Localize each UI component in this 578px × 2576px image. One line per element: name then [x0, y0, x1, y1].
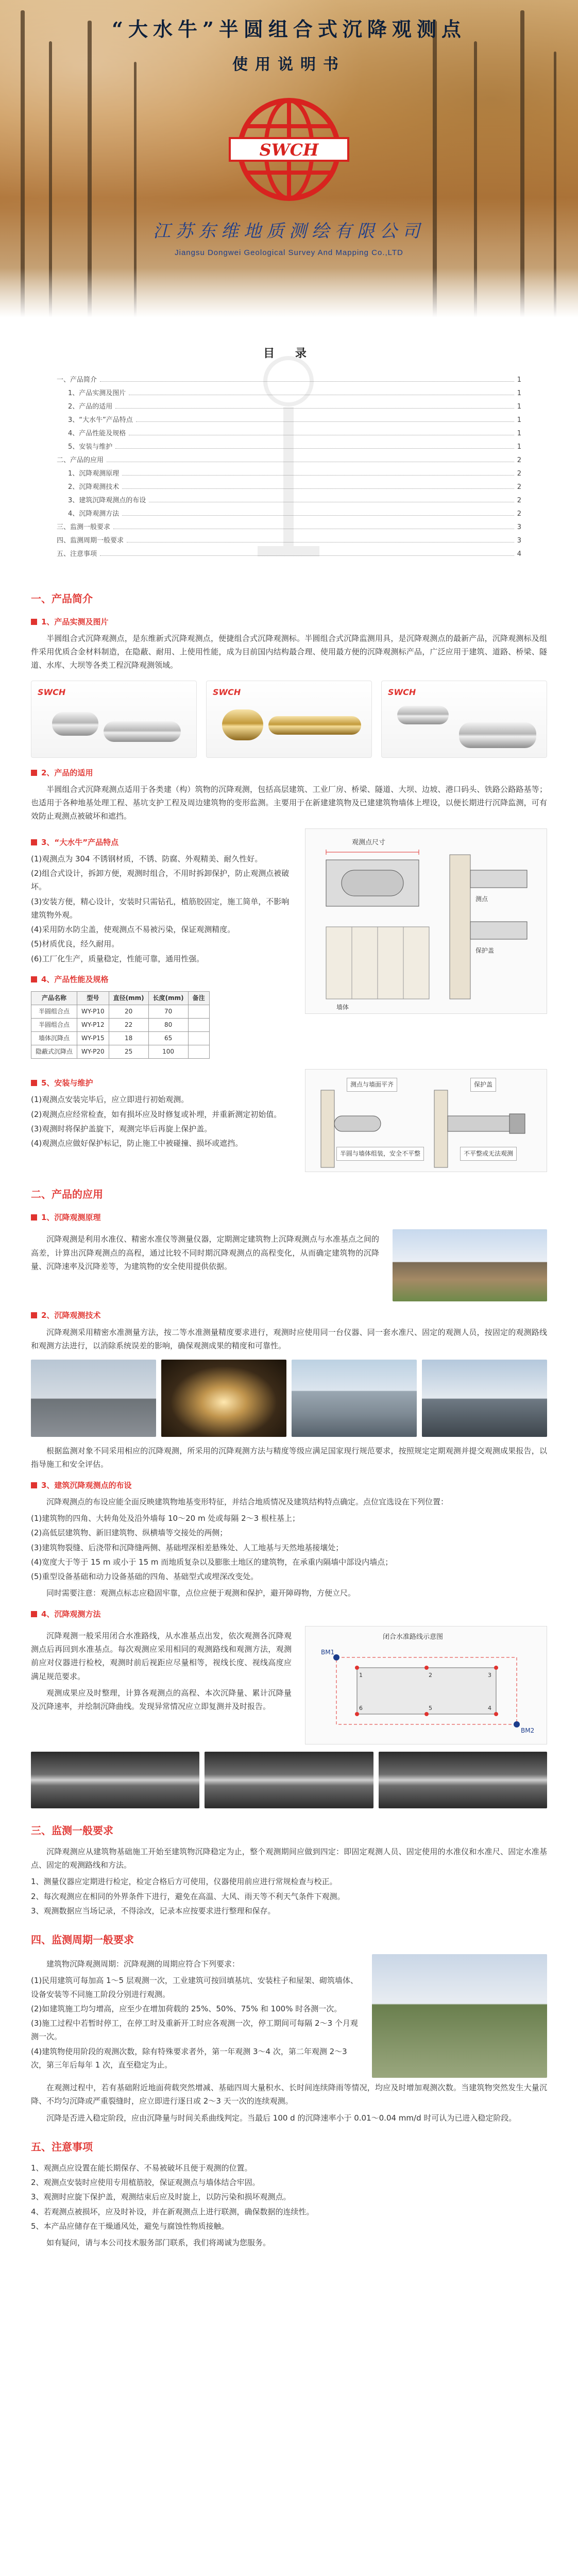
list-item: (2)组合式设计，拆卸方便，观测时组合，不用时拆卸保护，防止观测点被破坏。 — [31, 869, 290, 892]
table-cell: WY-P10 — [77, 1005, 109, 1019]
svg-text:6: 6 — [359, 1704, 363, 1711]
list-item: (3)建筑物裂缝、后浇带和沉降缝两侧、基础埋深相差悬殊处、人工地基与天然地基接壤处； — [31, 1543, 344, 1552]
table-cell: 65 — [148, 1032, 188, 1045]
svg-text:2: 2 — [429, 1671, 432, 1679]
photo-building — [393, 1229, 547, 1301]
paragraph: 沉降观测点的布设应能全面反映建筑物地基变形特征，并结合地质情况及建筑结构特点确定。点位宜选设在下列位置： — [46, 1497, 449, 1506]
bullet-square-icon — [31, 619, 37, 625]
table-row — [31, 1005, 210, 1019]
subsection-1-3: 3、“大水牛”产品特点 — [31, 836, 292, 849]
subsection-2-3: 3、建筑沉降观测点的布设 — [31, 1479, 547, 1492]
table-cell: 22 — [109, 1019, 148, 1032]
list-item: 3、观测数据应当场记录，不得涂改，记录本应按要求进行整理和保存。 — [31, 1906, 276, 1916]
subsection-2-4: 4、沉降观测方法 — [31, 1607, 547, 1621]
subsection-2-2: 2、沉降观测技术 — [31, 1309, 547, 1322]
svg-text:BM1: BM1 — [321, 1648, 335, 1656]
photo-marker-close — [31, 1752, 199, 1808]
list-item: (4)建筑物使用阶段的观测次数，除有特殊要求者外，第一年观测 3～4 次，第二年观测 2～3 次，第三年后每年 1 次，直至稳定为止。 — [31, 2046, 347, 2070]
list-item: 3、观测时应旋下保护盖，观测结束后应及时旋上，以防污染和损坏观测点。 — [31, 2192, 291, 2202]
list-item: (1)观测点安装完毕后，应立即进行初始观测。 — [31, 1095, 189, 1105]
svg-text:测点: 测点 — [475, 895, 488, 903]
list-item: 1、测量仪器应定期进行检定，检定合格后方可使用，仪器使用前应进行常规检查与校正。 — [31, 1877, 337, 1887]
table-cell — [188, 1005, 209, 1019]
photo-tunnel — [161, 1360, 286, 1437]
svg-text:闭合水准路线示意图: 闭合水准路线示意图 — [383, 1633, 444, 1641]
caption: 测点与墙面平齐 — [347, 1078, 397, 1092]
table-cell: 20 — [109, 1005, 148, 1019]
product-image-set: SWCH — [381, 681, 547, 758]
list-item: (1)民用建筑可每加高 1～5 层观测一次，工业建筑可按回填基坑、安装柱子和屋架、砌筑墙体、设备安装等不同施工阶段分别进行观测。 — [31, 1976, 358, 1999]
table-cell: 隐蔽式沉降点 — [31, 1045, 77, 1059]
toc-item[interactable]: 3、“大水牛”产品特点 1 — [68, 416, 521, 424]
route-diagram — [305, 1626, 547, 1744]
paragraph: 根据监测对象不同采用相应的沉降观测，所采用的沉降观测方法与精度等级应满足国家现行规范要求，按照规定定期观测并提交观测成果报告，以指导施工和安全评估。 — [31, 1446, 547, 1469]
list-item: (1)建筑物的四角、大转角处及沿外墙每 10～20 m 处或每隔 2～3 根柱基上； — [31, 1514, 300, 1523]
table-cell: 70 — [148, 1005, 188, 1019]
paragraph: 如有疑问，请与本公司技术服务部门联系，我们将竭诚为您服务。 — [46, 2238, 271, 2247]
features-list — [31, 852, 292, 965]
paragraph: 沉降观测是利用水准仪、精密水准仪等测量仪器，定期测定建筑物上沉降观测点与水准基点之间的高差，计算出沉降观测点的高程，通过比较不同时期沉降观测点的高程变化，从而确定建筑物的沉降量、沉降速率及沉降差等，为建筑物的安全使用提供依据。 — [31, 1234, 379, 1271]
list-item: 5、本产品应储存在干燥通风处，避免与腐蚀性物质接触。 — [31, 2221, 229, 2231]
table-cell: WY-P20 — [77, 1045, 109, 1059]
photo-dam — [292, 1360, 417, 1437]
paragraph: 半圆组合式沉降观测点，是东维新式沉降观测点，便捷组合式沉降观测标。半圆组合式沉降监测用具，是沉降观测点的最新产品，沉降观测标及组件采用优质合金材料制造，在隐蔽、耐用、上使用性能，成为目前国内结构最合理、使用最方便的沉降观测标产品，广泛应用于建筑、道路、桥梁、隧道、水库、大坝等各类工程沉降观测领域。 — [31, 633, 547, 670]
paragraph: 建筑物沉降观测周期：沉降观测的周期应符合下列要求： — [46, 1959, 240, 1969]
paragraph: 沉降观测采用精密水准测量方法，按二等水准测量精度要求进行，观测时应使用同一台仪器、同一套水准尺、固定的观测人员，按固定的观测路线和观测方法进行，以消除系统误差的影响，确保观测成果的精度和可靠性。 — [31, 1327, 547, 1350]
application-photos — [31, 1360, 547, 1437]
product-image-gold: SWCH — [206, 681, 372, 758]
toc-item[interactable]: 1、沉降观测原理 2 — [68, 469, 521, 478]
instrument-photos — [31, 1752, 547, 1808]
requirements-list — [31, 1875, 547, 1918]
photo-marker-side — [205, 1752, 373, 1808]
table-of-contents — [0, 330, 578, 571]
photo-marker-mounted — [379, 1752, 547, 1808]
paragraph: 在观测过程中，若有基础附近地面荷载突然增减、基础四周大量积水、长时间连续降雨等情况，均应及时增加观测次数。当建筑物突然发生大量沉降、不均匀沉降或严重裂缝时，应立即进行逐日或 2～3 天一次的连续观测。 — [31, 2083, 547, 2106]
subsection-1-1: 1、产品实测及图片 — [31, 615, 547, 629]
list-item: 4、若观测点被损坏，应及时补设，并在新观测点上进行联测，确保数据的连续性。 — [31, 2207, 314, 2216]
section-title-2: 二、产品的应用 — [31, 1188, 103, 1200]
subsection-2-1: 1、沉降观测原理 — [31, 1211, 547, 1224]
caption: 保护盖 — [470, 1078, 496, 1092]
svg-text:5: 5 — [429, 1704, 432, 1711]
table-cell — [188, 1032, 209, 1045]
table-cell: 80 — [148, 1019, 188, 1032]
photo-bridge — [31, 1360, 156, 1437]
list-item: 2、观测点安装时应使用专用植筋胶，保证观测点与墙体结合牢固。 — [31, 2178, 260, 2187]
layout-list — [31, 1512, 547, 1583]
dimension-diagram — [305, 828, 547, 1014]
list-item: (4)观测点应做好保护标记，防止施工中被碰撞、损坏或遮挡。 — [31, 1139, 243, 1148]
table-header: 型号 — [77, 992, 109, 1005]
toc-item[interactable]: 一、产品简介 1 — [57, 376, 521, 384]
table-cell: 墙体沉降点 — [31, 1032, 77, 1045]
paragraph: 沉降观测一般采用闭合水准路线，从水准基点出发，依次观测各沉降观测点后再回到水准基点。每次观测应采用相同的观测路线和观测方法，观测前应对仪器进行检校，观测时前后视距应尽量相等，视线长度、视线高度应满足规范要求。 — [31, 1631, 292, 1681]
section-title-4: 四、监测周期一般要求 — [31, 1934, 134, 1946]
spec-table — [31, 991, 210, 1059]
table-cell: 25 — [109, 1045, 148, 1059]
svg-text:1: 1 — [359, 1671, 363, 1679]
caption: 不平整或无法观测 — [460, 1147, 517, 1161]
bullet-square-icon — [31, 1611, 37, 1617]
paragraph: 沉降观测应从建筑物基础施工开始至建筑物沉降稳定为止，整个观测期间应做到四定：即固定观测人员、固定使用的水准仪和水准尺、固定水准基点、固定的观测路线和方法。 — [31, 1846, 547, 1870]
photo-surveyor — [372, 1954, 547, 2078]
paragraph: 同时需要注意：观测点标志应稳固牢靠，点位应便于观测和保护，避开障碍物，方便立尺。 — [46, 1588, 356, 1598]
table-cell: 半圆组合点 — [31, 1019, 77, 1032]
paragraph: 沉降是否进入稳定阶段，应由沉降量与时间关系曲线判定。当最后 100 d 的沉降速率小于 0.01～0.04 mm/d 时可认为已进入稳定阶段。 — [46, 2113, 517, 2123]
toc-item[interactable]: 5、安装与维护 1 — [68, 443, 521, 451]
company-name-cn: 江苏东维地质测绘有限公司 — [153, 221, 425, 242]
toc-item[interactable]: 3、建筑沉降观测点的布设 2 — [68, 496, 521, 504]
maintenance-list — [31, 1093, 292, 1150]
toc-item[interactable]: 4、产品性能及规格 1 — [68, 429, 521, 437]
list-item: (5)材质优良，经久耐用。 — [31, 939, 120, 949]
table-cell: WY-P15 — [77, 1032, 109, 1045]
toc-item[interactable]: 五、注意事项 4 — [57, 550, 521, 558]
svg-text:4: 4 — [488, 1704, 491, 1711]
toc-item[interactable]: 三、监测一般要求 3 — [57, 523, 521, 531]
svg-text:墙体: 墙体 — [336, 1003, 349, 1011]
svg-text:BM2: BM2 — [521, 1726, 535, 1734]
toc-heading: 目 录 — [263, 347, 315, 360]
subsection-1-5: 5、安装与维护 — [31, 1076, 292, 1090]
svg-text:保护盖: 保护盖 — [475, 946, 495, 954]
list-item: 1、观测点应设置在能长期保存、不易被破坏且便于观测的位置。 — [31, 2163, 252, 2173]
toc-item[interactable]: 2、沉降观测技术 2 — [68, 483, 521, 491]
list-item: (3)观测时将保护盖旋下，观测完毕后再旋上保护盖。 — [31, 1124, 212, 1133]
product-images — [31, 681, 547, 758]
list-item: (2)观测点应经常检查，如有损坏应及时修复或补埋，并重新测定初始值。 — [31, 1109, 282, 1119]
bullet-square-icon — [31, 1482, 37, 1488]
subsection-1-2: 2、产品的适用 — [31, 766, 547, 779]
table-header: 长度(mm) — [148, 992, 188, 1005]
install-diagram — [305, 1069, 547, 1172]
caption: 半圆与墙体组装，安全不平整 — [336, 1147, 424, 1161]
company-name-en: Jiangsu Dongwei Geological Survey And Mapping Co.,LTD — [175, 248, 403, 257]
logo-text: SWCH — [259, 140, 319, 160]
toc-item[interactable]: 二、产品的应用 2 — [57, 456, 521, 464]
table-cell: 100 — [148, 1045, 188, 1059]
paragraph: 半圆组合式沉降观测点适用于各类建（构）筑物的沉降观测，包括高层建筑、工业厂房、桥梁、隧道、大坝、边坡、港口码头、铁路公路路基等；也适用于各种地基处理工程、基坑支护工程及周边建筑物的变形监测。主要用于在新建建筑物及已建建筑物墙体上埋设，以便长期进行沉降监测，可有效防止观测点被破坏和遮挡。 — [31, 784, 547, 821]
section-title-1: 一、产品简介 — [31, 592, 93, 605]
watermark-logo — [242, 350, 335, 567]
cover — [0, 0, 578, 330]
cover-title: “大水牛”半圆组合式沉降观测点 — [112, 18, 466, 41]
list-item: (4)宽度大于等于 15 m 或小于 15 m 而地质复杂以及膨胀土地区的建筑物，在承重内隔墙中部设内墙点； — [31, 1557, 393, 1567]
content — [0, 571, 578, 2274]
bullet-square-icon — [31, 839, 37, 845]
toc-item[interactable]: 2、产品的适用 1 — [68, 402, 521, 411]
table-header: 直径(mm) — [109, 992, 148, 1005]
section-title-5: 五、注意事项 — [31, 2140, 93, 2153]
table-row — [31, 1032, 210, 1045]
table-header: 备注 — [188, 992, 209, 1005]
bullet-square-icon — [31, 976, 37, 982]
table-cell — [188, 1019, 209, 1032]
table-cell: WY-P12 — [77, 1019, 109, 1032]
subsection-1-4: 4、产品性能及规格 — [31, 973, 292, 986]
toc-item[interactable]: 4、沉降观测方法 2 — [68, 510, 521, 518]
list-item: (3)安装方便，精心设计，安装时只需钻孔，植筋胶固定，施工简单，不影响建筑物外观。 — [31, 896, 290, 920]
table-cell: 半圆组合点 — [31, 1005, 77, 1019]
table-row — [31, 1019, 210, 1032]
list-item: (5)重型设备基础和动力设备基础的四角、基础型式或埋深改变处。 — [31, 1572, 259, 1581]
bullet-square-icon — [31, 1080, 37, 1086]
table-header: 产品名称 — [31, 992, 77, 1005]
bullet-square-icon — [31, 770, 37, 776]
toc-item[interactable]: 1、产品实测及图片 1 — [68, 389, 521, 397]
table-cell: 18 — [109, 1032, 148, 1045]
svg-text:3: 3 — [488, 1671, 491, 1679]
list-item: (6)工厂化生产，质量稳定，性能可靠，通用性强。 — [31, 954, 205, 963]
photo-highrise — [422, 1360, 547, 1437]
list-item: 2、每次观测应在相同的外界条件下进行，避免在高温、大风、雨天等不利天气条件下观测。 — [31, 1891, 345, 1901]
svg-text:观测点尺寸: 观测点尺寸 — [352, 838, 386, 846]
list-item: (4)采用防水防尘盖，使观测点不易被污染，保证观测精度。 — [31, 925, 235, 934]
list-item: (3)施工过程中若暂时停工，在停工时及重新开工时应各观测一次，停工期间可每隔 2～3 个月观测一次。 — [31, 2019, 358, 2042]
product-image-silver: SWCH — [31, 681, 197, 758]
bullet-square-icon — [31, 1214, 37, 1221]
table-row — [31, 1045, 210, 1059]
period-list — [31, 1974, 359, 2072]
toc-item[interactable]: 四、监测周期一般要求 3 — [57, 536, 521, 545]
section-title-3: 三、监测一般要求 — [31, 1824, 113, 1837]
bullet-square-icon — [31, 1312, 37, 1318]
cover-subtitle: 使用说明书 — [232, 56, 346, 74]
company-logo — [225, 85, 353, 214]
notes-list — [31, 2161, 547, 2233]
list-item: (2)高低层建筑物、新旧建筑物、纵横墙等交接处的两侧； — [31, 1528, 228, 1538]
list-item: (1)观测点为 304 不锈钢材质，不锈、防腐、外观精美、耐久性好。 — [31, 854, 263, 863]
list-item: (2)如建筑施工均匀增高，应至少在增加荷载的 25%、50%、75% 和 100% 时各测一次。 — [31, 2004, 342, 2013]
table-cell — [188, 1045, 209, 1059]
paragraph: 观测成果应及时整理，计算各观测点的高程、本次沉降量、累计沉降量及沉降速率，并绘制沉降曲线。发现异常情况应立即复测并及时报告。 — [31, 1688, 292, 1711]
